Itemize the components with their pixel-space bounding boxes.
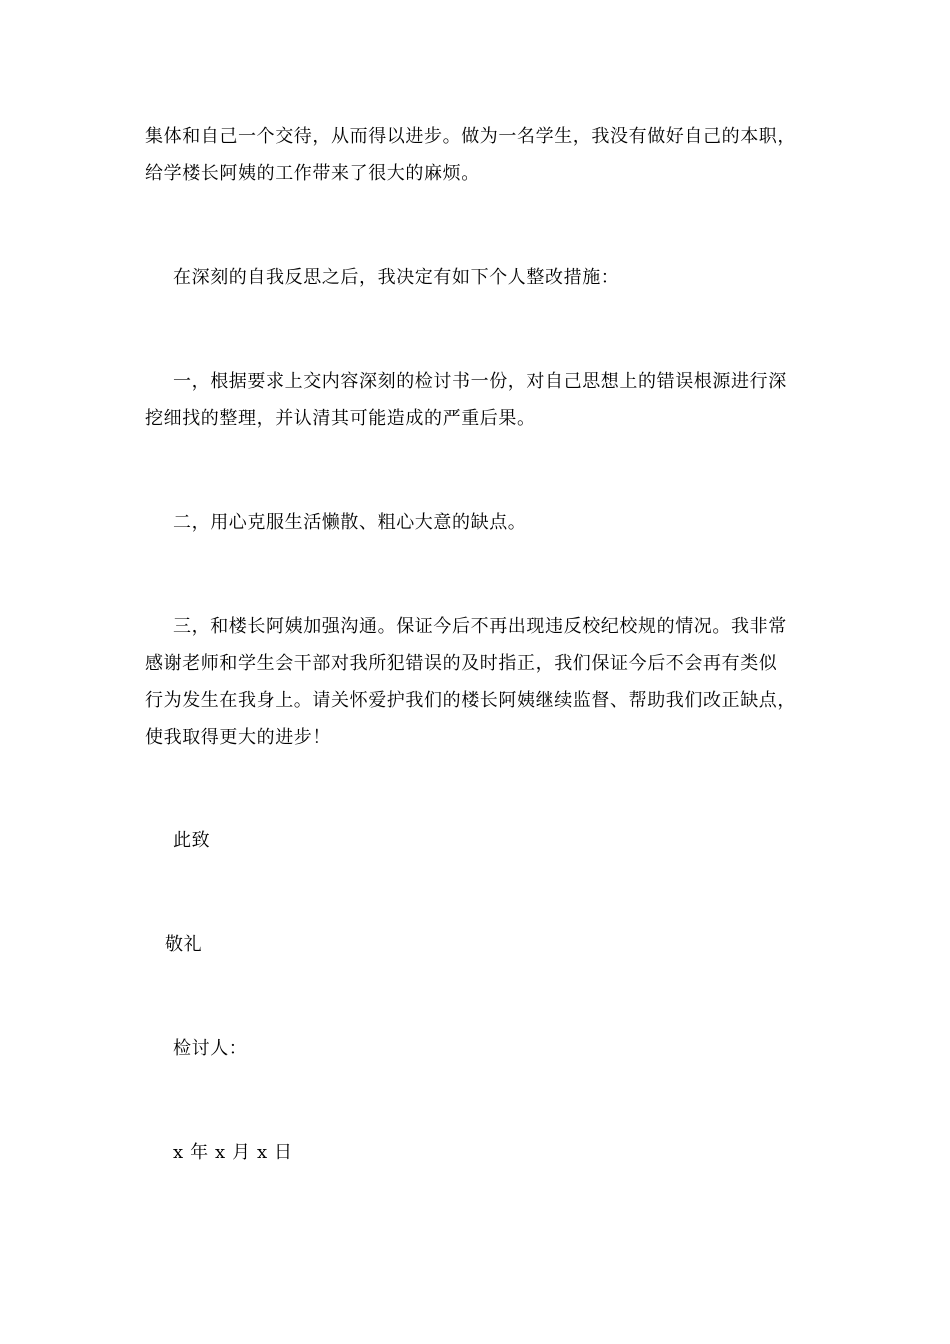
text-line: 挖细找的整理，并认清其可能造成的严重后果。 xyxy=(145,408,536,429)
text-line: 三，和楼长阿姨加强沟通。保证今后不再出现违反校纪校规的情况。我非常 xyxy=(173,616,787,637)
text-line: 在深刻的自我反思之后，我决定有如下个人整改措施： xyxy=(173,267,620,288)
salutation xyxy=(145,926,807,963)
text-line: 给学楼长阿姨的工作带来了很大的麻烦。 xyxy=(145,163,480,184)
date-line xyxy=(145,1134,807,1171)
text-line: 使我取得更大的进步！ xyxy=(145,727,331,748)
text-line: 行为发生在我身上。请关怀爱护我们的楼长阿姨继续监督、帮助我们改正缺点， xyxy=(145,690,796,711)
text-line: 感谢老师和学生会干部对我所犯错误的及时指正，我们保证今后不会再有类似 xyxy=(145,653,778,674)
text-line: 一，根据要求上交内容深刻的检讨书一份，对自己思想上的错误根源进行深 xyxy=(173,371,787,392)
paragraph-intro-measures xyxy=(145,259,807,296)
date-text: x 年 x 月 x 日 xyxy=(173,1142,293,1163)
signer-text: 检讨人： xyxy=(173,1038,248,1059)
text-line: 二，用心克服生活懒散、粗心大意的缺点。 xyxy=(173,512,527,533)
paragraph-continuation xyxy=(145,118,807,192)
salutation-text: 敬礼 xyxy=(165,934,203,955)
closing-phrase xyxy=(145,822,807,859)
paragraph-measure-three xyxy=(145,608,807,756)
closing-text: 此致 xyxy=(173,830,211,851)
paragraph-measure-two xyxy=(145,504,807,541)
paragraph-measure-one xyxy=(145,363,807,437)
signer-line xyxy=(145,1030,807,1067)
text-line: 集体和自己一个交待，从而得以进步。做为一名学生，我没有做好自己的本职， xyxy=(145,126,796,147)
